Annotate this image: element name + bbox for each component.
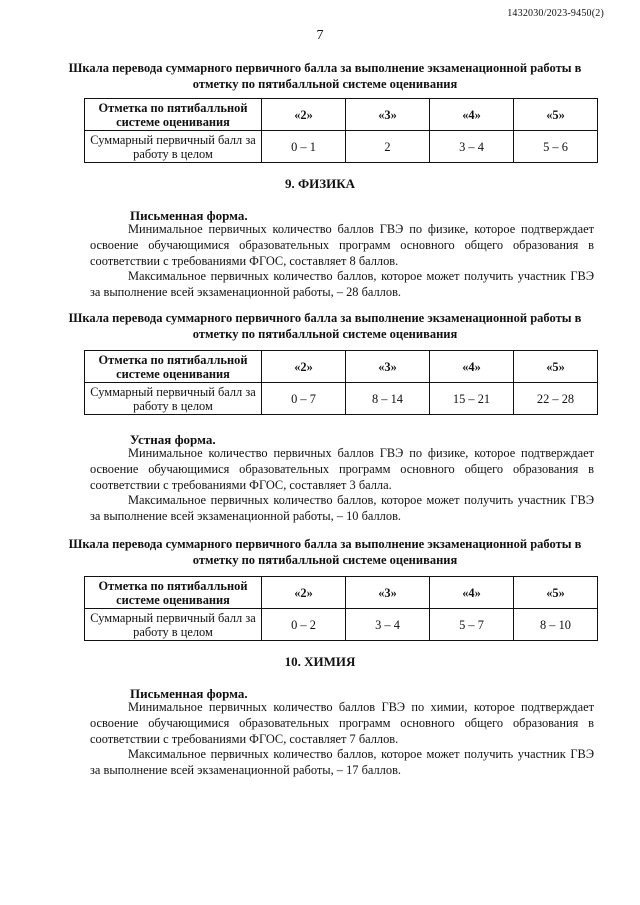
score-cell: 22 – 28 (514, 383, 598, 415)
grade-scale-table (84, 98, 598, 163)
paragraph: Максимальное первичных количество баллов, которое может получить участник ГВЭ за выполнение всей экзаменационной работы, – 28 баллов. (90, 269, 594, 300)
form-heading: Письменная форма. (130, 208, 248, 223)
grade-2: «2» (262, 99, 346, 131)
paragraph-block (90, 700, 594, 779)
grade-5: «5» (514, 99, 598, 131)
score-cell: 5 – 7 (430, 609, 514, 641)
grade-label-cell: Отметка по пятибалльной системе оценивания (85, 99, 262, 131)
page-number: 7 (316, 28, 324, 43)
scale-title: Шкала перевода суммарного первичного балла за выполнение экзаменационной работы в отметку по пятибалльной системе оценивания (68, 311, 582, 341)
score-cell: 8 – 14 (346, 383, 430, 415)
score-cell: 0 – 2 (262, 609, 346, 641)
paragraph: Максимальное первичных количество баллов, которое может получить участник ГВЭ за выполнение всей экзаменационной работы, – 17 баллов. (90, 747, 594, 778)
form-heading: Устная форма. (130, 432, 216, 447)
score-cell: 0 – 1 (262, 131, 346, 163)
grade-5: «5» (514, 577, 598, 609)
score-cell: 15 – 21 (430, 383, 514, 415)
form-heading: Письменная форма. (130, 686, 248, 701)
grade-scale-table (84, 576, 598, 641)
score-cell: 3 – 4 (430, 131, 514, 163)
paragraph: Минимальное количество первичных баллов ГВЭ по физике, которое подтверждает освоение обучающимися образовательных программ основного общего образования в соответствии с требованиями ФГОС, составляет 3 балла. (90, 446, 594, 492)
score-cell: 8 – 10 (514, 609, 598, 641)
grade-3: «3» (346, 99, 430, 131)
paragraph-block (90, 446, 594, 525)
grade-scale-table (84, 350, 598, 415)
score-cell: 2 (346, 131, 430, 163)
grade-2: «2» (262, 577, 346, 609)
paragraph: Минимальное первичных количество баллов ГВЭ по химии, которое подтверждает освоение обучающимися образовательных программ основного общего образования в соответствии с требованиями ФГОС, составляет 7 баллов. (90, 700, 594, 746)
score-cell: 0 – 7 (262, 383, 346, 415)
grade-2: «2» (262, 351, 346, 383)
score-label-cell: Суммарный первичный балл за работу в целом (85, 383, 262, 415)
scale-title: Шкала перевода суммарного первичного балла за выполнение экзаменационной работы в отметку по пятибалльной системе оценивания (68, 537, 582, 567)
grade-5: «5» (514, 351, 598, 383)
grade-4: «4» (430, 99, 514, 131)
section-title-chemistry: 10. ХИМИЯ (284, 654, 356, 669)
scale-title: Шкала перевода суммарного первичного балла за выполнение экзаменационной работы в отметку по пятибалльной системе оценивания (68, 61, 582, 91)
grade-3: «3» (346, 351, 430, 383)
paragraph-block (90, 222, 594, 301)
score-cell: 5 – 6 (514, 131, 598, 163)
grade-label-cell: Отметка по пятибалльной системе оценивания (85, 577, 262, 609)
section-title-physics: 9. ФИЗИКА (284, 176, 356, 191)
grade-label-cell: Отметка по пятибалльной системе оценивания (85, 351, 262, 383)
score-label-cell: Суммарный первичный балл за работу в целом (85, 131, 262, 163)
grade-4: «4» (430, 351, 514, 383)
grade-3: «3» (346, 577, 430, 609)
document-id: 1432030/2023-9450(2) (507, 8, 604, 19)
paragraph: Минимальное первичных количество баллов ГВЭ по физике, которое подтверждает освоение обучающимися образовательных программ основного общего образования в соответствии с требованиями ФГОС, составляет 8 баллов. (90, 222, 594, 268)
score-cell: 3 – 4 (346, 609, 430, 641)
paragraph: Максимальное первичных количество баллов, которое может получить участник ГВЭ за выполнение всей экзаменационной работы, – 10 баллов. (90, 493, 594, 524)
grade-4: «4» (430, 577, 514, 609)
score-label-cell: Суммарный первичный балл за работу в целом (85, 609, 262, 641)
